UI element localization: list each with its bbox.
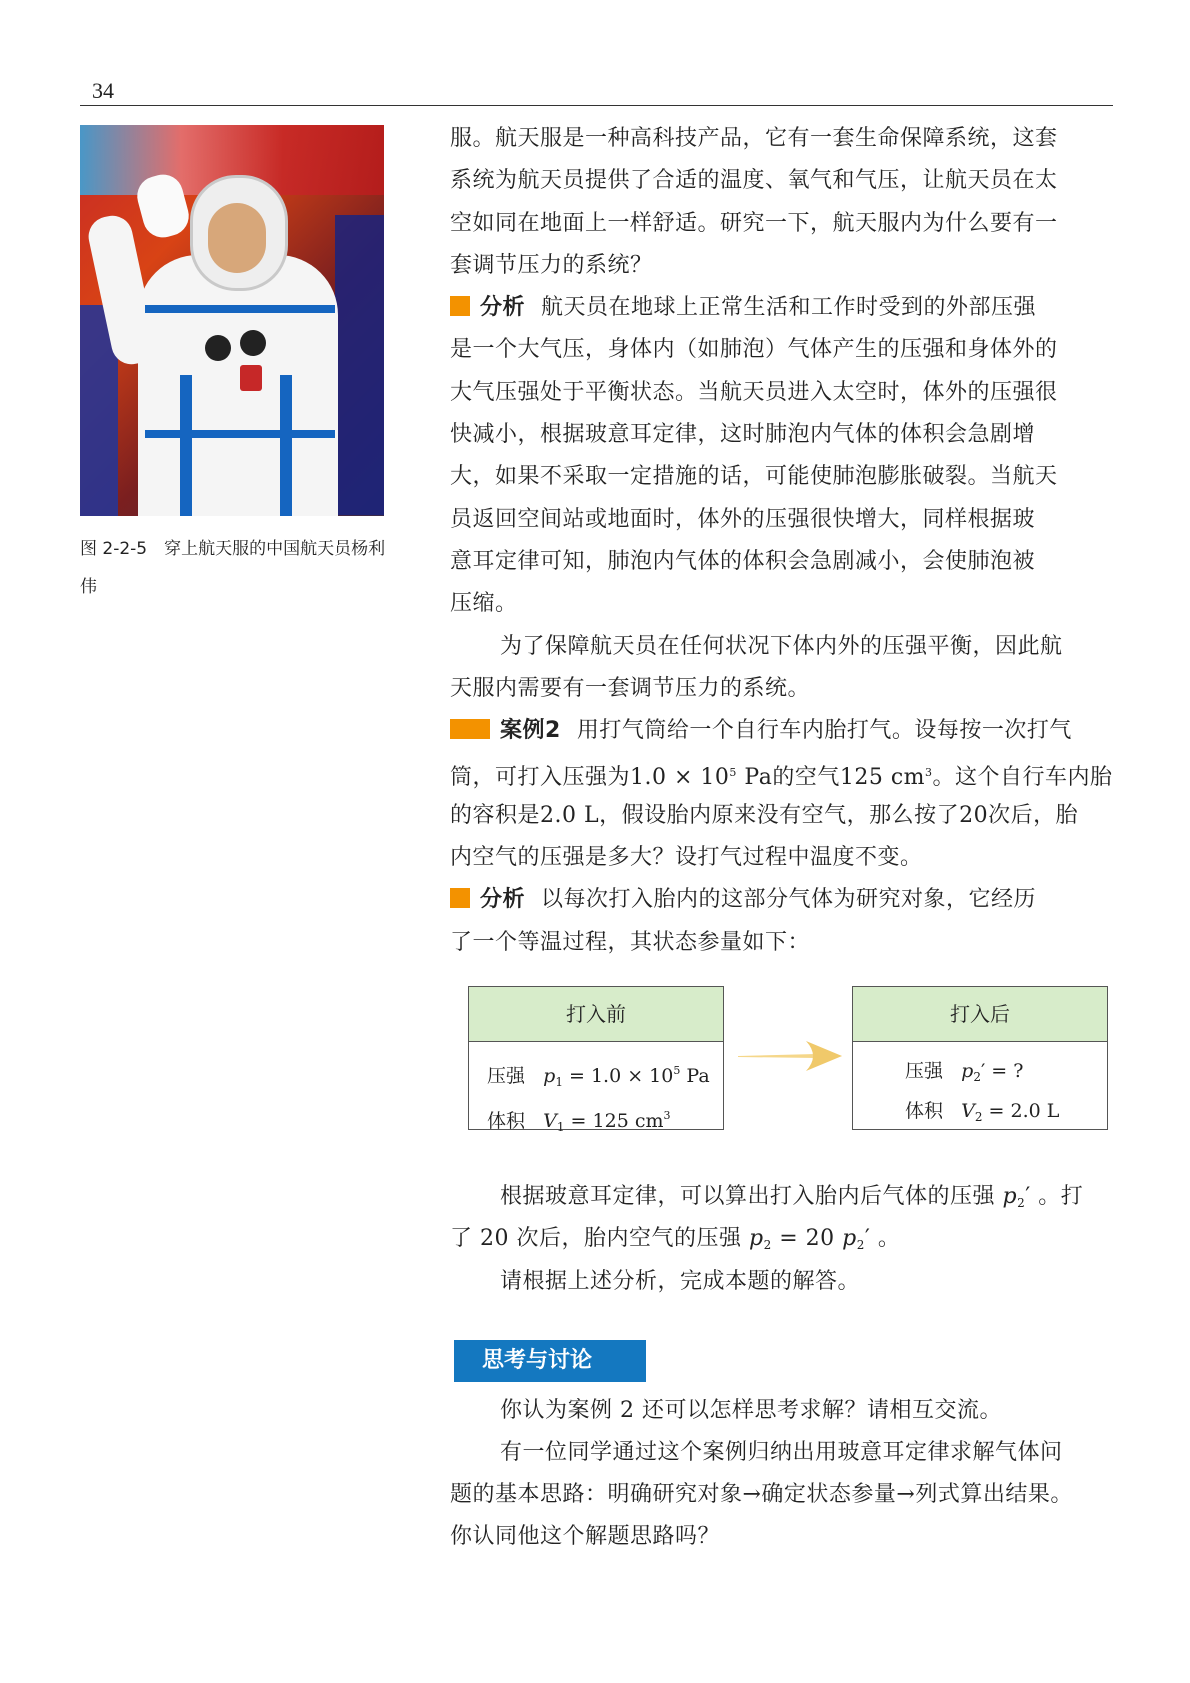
text-line: 空如同在地面上一样舒适。研究一下，航天服内为什么要有一 xyxy=(450,210,1058,236)
think-discuss-heading: 思考与讨论 xyxy=(454,1340,646,1382)
text-line: 根据玻意耳定律，可以算出打入胎内后气体的压强 $p_2'$ 。打 xyxy=(500,1184,1084,1210)
right-arrow-icon xyxy=(736,1038,844,1074)
think-discuss-section xyxy=(450,1390,1115,1558)
before-box xyxy=(468,986,724,1134)
case-2-line: 案例2 用打气筒给一个自行车内胎打气。设每按一次打气 xyxy=(450,710,1115,752)
text-line: 了 20 次后，胎内空气的压强 $p_2 = 20$ $p_2'$ 。 xyxy=(450,1226,901,1253)
astronaut-photo xyxy=(80,125,384,516)
main-text xyxy=(450,118,1115,964)
text-line: 大，如果不采取一定措施的话，可能使肺泡膨胀破裂。当航天 xyxy=(450,464,1058,490)
header-rule xyxy=(80,105,1113,106)
analysis-tag: 分析 xyxy=(450,287,525,329)
text-line: 服。航天服是一种高科技产品，它有一套生命保障系统，这套 xyxy=(450,126,1058,151)
after-diagram-text xyxy=(450,1176,1115,1303)
page-number: 34 xyxy=(92,78,114,103)
text-line: 大气压强处于平衡状态。当航天员进入太空时，体外的压强很 xyxy=(450,379,1058,405)
text-line: 题的基本思路：明确研究对象→确定状态参量→列式算出结果。 xyxy=(450,1482,1073,1507)
text-line: 员返回空间站或地面时，体外的压强很快增大，同样根据玻 xyxy=(450,506,1036,532)
text-line: 你认同他这个解题思路吗？ xyxy=(450,1524,721,1549)
state-diagram xyxy=(468,986,1108,1134)
analysis-tag: 分析 xyxy=(450,879,525,921)
orange-square-icon xyxy=(450,888,470,908)
after-pressure: 压强 $p_2'$ = ? xyxy=(905,1060,1024,1084)
after-volume: 体积 $V_2 = 2.0$ L xyxy=(905,1100,1060,1124)
text-line: 为了保障航天员在任何状况下体内外的压强平衡，因此航 xyxy=(500,633,1063,659)
text-line: 天服内需要有一套调节压力的系统。 xyxy=(450,675,811,701)
orange-bar-icon xyxy=(450,719,490,739)
text-line: 你认为案例 2 还可以怎样思考求解？请相互交流。 xyxy=(500,1398,1002,1423)
text-line: 系统为航天员提供了合适的温度、氧气和气压，让航天员在太 xyxy=(450,168,1058,194)
text-line: 套调节压力的系统？ xyxy=(450,252,653,278)
before-title: 打入前 xyxy=(469,987,723,1042)
after-box xyxy=(852,986,1108,1130)
text-line: 内空气的压强是多大？设打气过程中温度不变。 xyxy=(450,845,923,871)
text-line: 有一位同学通过这个案例归纳出用玻意耳定律求解气体问 xyxy=(500,1440,1063,1465)
analysis-1-line: 分析 航天员在地球上正常生活和工作时受到的外部压强 xyxy=(450,287,1115,329)
orange-square-icon xyxy=(450,296,470,316)
case-formula-line: 筒，可打入压强为$1.0 \times 10^5$ Pa的空气125 $cm^3$。这个自行车内胎 xyxy=(450,765,1113,791)
text-line: 请根据上述分析，完成本题的解答。 xyxy=(500,1268,861,1294)
before-volume: 体积 $V_1 = 125$ $cm^3$ xyxy=(487,1109,671,1134)
text-line: 压缩。 xyxy=(450,591,518,617)
figure-caption: 图 2-2-5 穿上航天服的中国航天员杨利伟 xyxy=(80,539,386,597)
case-tag: 案例2 xyxy=(450,710,561,752)
text-line: 意耳定律可知，肺泡内气体的体积会急剧减小，会使肺泡被 xyxy=(450,548,1036,574)
after-title: 打入后 xyxy=(853,987,1107,1042)
text-line: 了一个等温过程，其状态参量如下： xyxy=(450,929,811,955)
analysis-2-line: 分析 以每次打入胎内的这部分气体为研究对象，它经历 xyxy=(450,879,1115,921)
text-line: 快减小，根据玻意耳定律，这时肺泡内气体的体积会急剧增 xyxy=(450,422,1036,448)
text-line: 是一个大气压，身体内（如肺泡）气体产生的压强和身体外的 xyxy=(450,337,1058,363)
before-pressure: 压强 $p_1 = 1.0 \times 10^5$ Pa xyxy=(487,1064,710,1089)
text-line: 的容积是2.0 L，假设胎内原来没有空气，那么按了20次后，胎 xyxy=(450,802,1079,828)
